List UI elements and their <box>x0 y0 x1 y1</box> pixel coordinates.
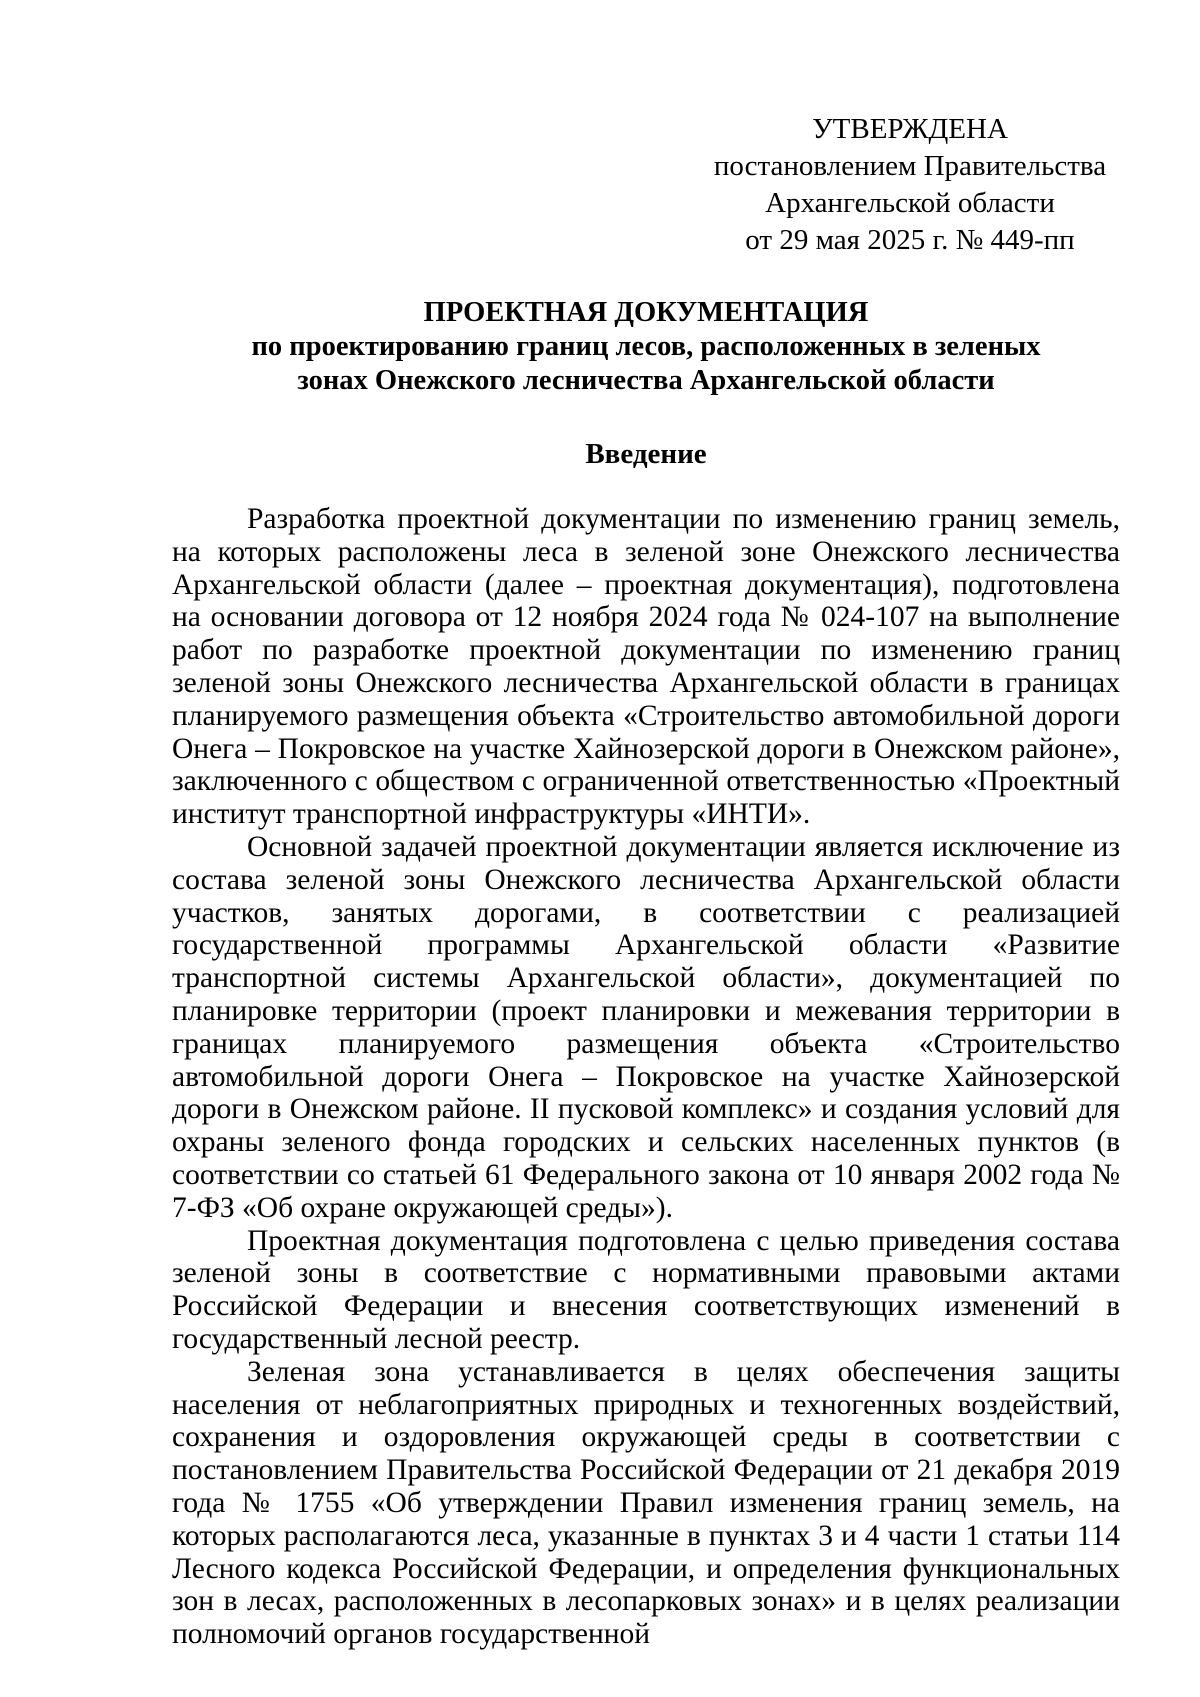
approval-region: Архангельской области <box>765 187 1055 219</box>
paragraph-2: Основной задачей проектной документации является исключение из состава зеленой зоны Онежского лесничества Архангельской области участков, занятых дорогами, в соответствии с реализацией государственной программы Архангельской области «Развитие транспортной системы Архангельской области», документацией по планировке территории (проект планировки и межевания территории в границах планируемого размещения объекта «Строительство автомобильной дороги Онега – Покровское на участке Хайнозерской дороги в Онежском районе. II пусковой комплекс» и создания условий для охраны зеленого фонда городских и сельских населенных пунктов (в соответствии со статьей 61 Федерального закона от 10 января 2002 года № 7-ФЗ «Об охране окружающей среды»). <box>172 830 1120 1224</box>
paragraph-4: Зеленая зона устанавливается в целях обеспечения защиты населения от неблагоприятных природных и техногенных воздействий, сохранения и оздоровления окружающей среды в соответствии с постановлением Правительства Российской Федерации от 21 декабря 2019 года № 1755 «Об утверждении Правил изменения границ земель, на которых располагаются леса, указанные в пунктах 3 и 4 части 1 статьи 114 Лесного кодекса Российской Федерации, и определения функциональных зон в лесах, расположенных в лесопарковых зонах» и в целях реализации полномочий органов государственной <box>172 1355 1120 1651</box>
title-subtitle-line2: зонах Онежского лесничества Архангельской области <box>297 365 995 396</box>
approval-stamp <box>700 111 1120 259</box>
approval-by-resolution: постановлением Правительства <box>713 150 1107 182</box>
approval-date-number: от 29 мая 2025 г. № 449-пп <box>745 224 1075 256</box>
title-subtitle-line1: по проектированию границ лесов, расположенных в зеленых <box>251 331 1041 362</box>
section-heading-introduction: Введение <box>585 438 707 470</box>
document-title <box>172 296 1120 398</box>
document-body <box>172 503 1120 1651</box>
approval-approved: УТВЕРЖДЕНА <box>812 113 1008 145</box>
paragraph-3: Проектная документация подготовлена с целью приведения состава зеленой зоны в соответствие с нормативными правовыми актами Российской Федерации и внесения соответствующих изменений в государственный лесной реестр. <box>172 1224 1120 1355</box>
title-main: ПРОЕКТНАЯ ДОКУМЕНТАЦИЯ <box>423 297 869 328</box>
paragraph-1: Разработка проектной документации по изменению границ земель, на которых расположены леса в зеленой зоне Онежского лесничества Архангельской области (далее – проектная документация), подготовлена на основании договора от 12 ноября 2024 года № 024-107 на выполнение работ по разработке проектной документации по изменению границ зеленой зоны Онежского лесничества Архангельской области в границах планируемого размещения объекта «Строительство автомобильной дороги Онега – Покровское на участке Хайнозерской дороги в Онежском районе», заключенного с обществом с ограниченной ответственностью «Проектный институт транспортной инфраструктуры «ИНТИ». <box>172 503 1120 831</box>
